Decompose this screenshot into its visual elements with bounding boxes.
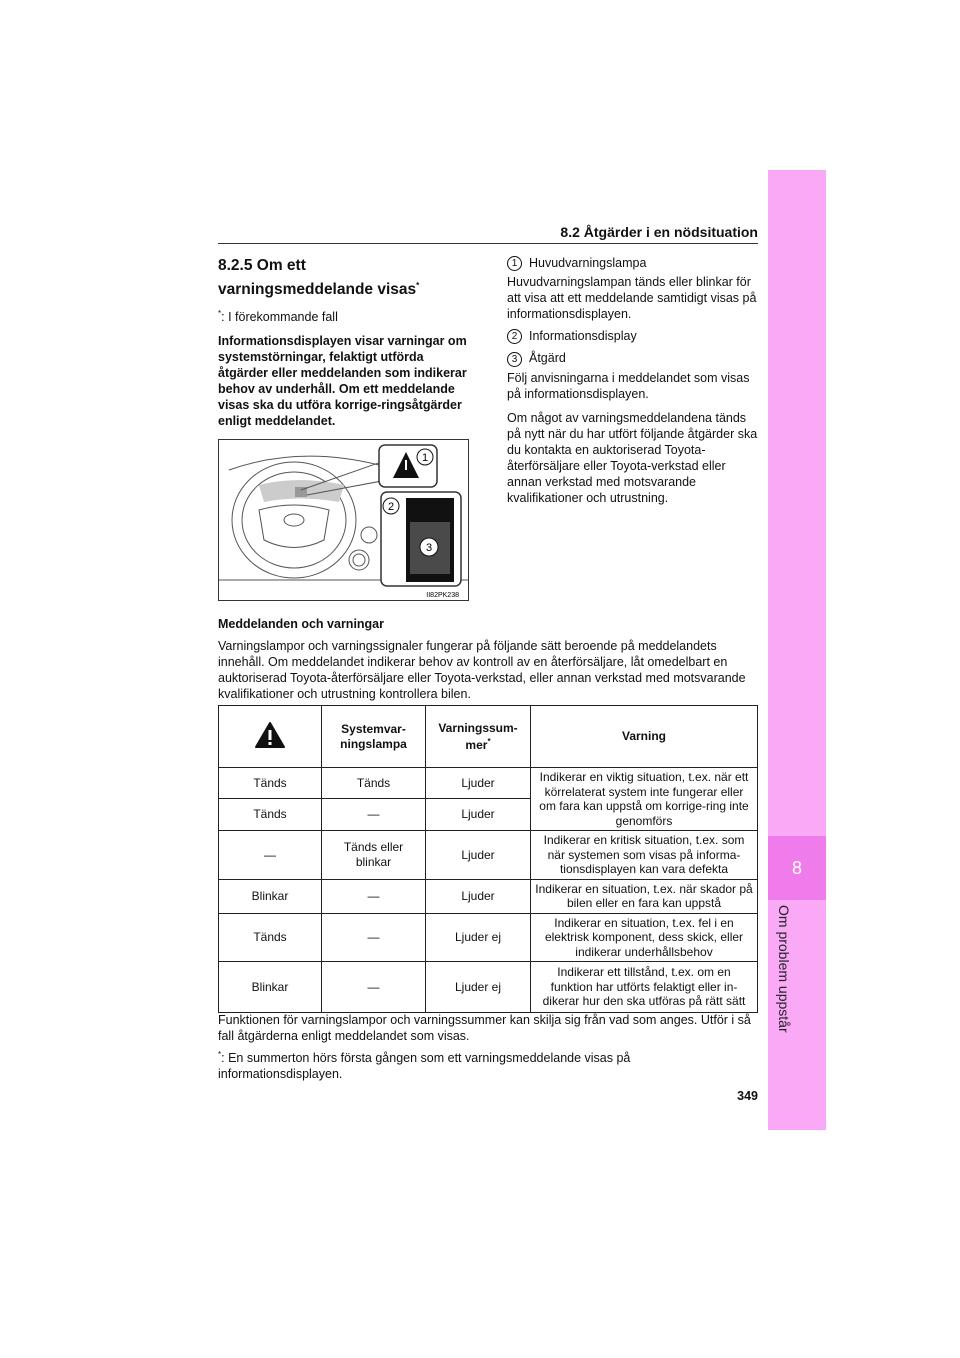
figure-callout-3: 3 <box>425 542 433 555</box>
callout-item-3: 3 Åtgärd <box>507 350 762 366</box>
figure-code: II82PK238 <box>426 592 459 600</box>
figure-callout-2: 2 <box>387 501 395 514</box>
col-header-warning: Varning <box>531 706 758 768</box>
dashboard-illustration <box>218 439 469 601</box>
table-row: Tänds — Ljuder ej Indikerar en situation, t.ex. fel i en elektrisk komponent, dess skick, eller indikerar underhållsbehov <box>219 913 758 962</box>
table-row: Tänds — Ljuder <box>219 798 758 830</box>
page-number: 349 <box>737 1089 758 1103</box>
callout-item-2: 2 Informationsdisplay <box>507 328 762 344</box>
buzzer-footnote: *: En summerton hörs första gången som ett varningsmeddelande visas på informationsdisplayen. <box>218 1050 631 1082</box>
callout-desc-3: Följ anvisningarna i meddelandet som visas på informationsdisplayen. <box>507 370 750 401</box>
page-title: 8.2.5 Om ett varningsmeddelande visas* <box>218 257 420 299</box>
left-column <box>218 256 470 601</box>
table-row: — Tänds eller blinkar Ljuder Indikerar en kritisk situation, t.ex. som när systemen som visas på informa-tionsdisplayen kan vara defekta <box>219 831 758 880</box>
col-header-buzzer: Varningssum-mer* <box>426 706 531 768</box>
table-row: Blinkar — Ljuder ej Indikerar ett tillstånd, t.ex. om en funktion har utförts felaktigt eller in-dikerar hur den ska utföras på rätt sätt <box>219 962 758 1013</box>
intro-text: Informationsdisplayen visar varningar om systemstörningar, felaktigt utförda åtgärder eller meddelanden som indikerar behov av underhåll. Om ett meddelande visas ska du utföra korrige-ringsåtgärder enligt meddelandet. <box>218 334 467 429</box>
messages-intro: Varningslampor och varningssignaler fungerar på följande sätt beroende på meddelandets innehåll. Om meddelandet indikerar behov av kontroll av en återförsäljare, låt omedelbart en auktoriserad Toyota-återförsäljare eller Toyota-verkstad, eller annan verkstad med motsvarande kvalifikationer och utrustning kontrollera bilen. <box>218 639 746 701</box>
contact-note: Om något av varningsmeddelandena tänds på nytt när du har utfört följande åtgärder ska du kontakta en auktoriserad Toyota-återförsäljare eller Toyota-verkstad eller annan verkstad med motsvarande kvalifikationer och utrustning. <box>507 410 758 505</box>
footer-note: Funktionen för varningslampor och varningssummer kan skilja sig från vad som anges. Utför i så fall åtgärderna enligt meddelandet som visas. <box>218 1013 751 1043</box>
chapter-label: Om problem uppstår <box>776 905 792 1033</box>
figure-callout-1: 1 <box>421 452 429 465</box>
callout-desc-1: Huvudvarningslampan tänds eller blinkar för att visa att ett meddelande samtidigt visas på informationsdisplayen. <box>507 275 757 322</box>
col-header-system-lamp: Systemvar-ningslampa <box>322 706 426 768</box>
section-header: 8.2 Åtgärder i en nödsituation <box>218 224 758 244</box>
table-row: Blinkar — Ljuder Indikerar en situation, t.ex. när skador på bilen eller en fara kan uppstå <box>219 879 758 913</box>
warning-table <box>218 705 758 1013</box>
right-column <box>507 255 762 506</box>
table-row: Tänds Tänds Ljuder Indikerar en viktig situation, t.ex. när ett körrelaterat system inte fungerar eller om fara kan uppstå om korrige-ring inte genomförs <box>219 768 758 799</box>
chapter-number: 8 <box>768 836 826 900</box>
master-warning-icon <box>219 706 322 768</box>
callout-item-1: 1 Huvudvarningslampa <box>507 255 762 271</box>
messages-heading: Meddelanden och varningar <box>218 617 385 631</box>
applicability-note: *: I förekommande fall <box>218 309 338 325</box>
